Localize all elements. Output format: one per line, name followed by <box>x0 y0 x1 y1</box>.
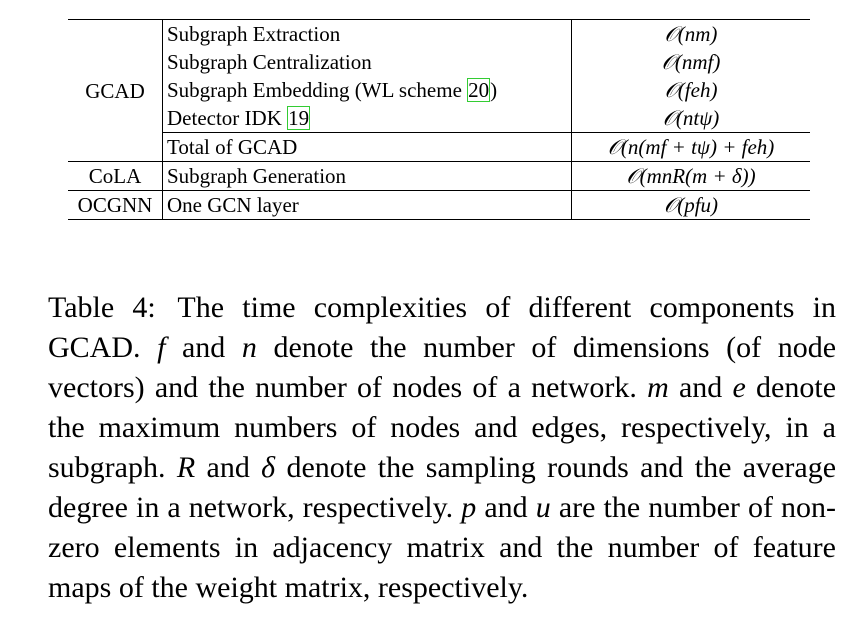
method-cell-ocgnn: OCGNN <box>68 191 163 220</box>
component-cell: One GCN layer <box>163 191 572 220</box>
complexity-cell: 𝒪(mnR(m + δ)) <box>572 162 811 191</box>
math-var: p <box>461 491 477 524</box>
component-cell: Total of GCAD <box>163 133 572 162</box>
complexity-cell: 𝒪(n(mf + tψ) + feh) <box>572 133 811 162</box>
complexity-cell: 𝒪(ntψ) <box>662 106 720 130</box>
component-text: Detector IDK <box>167 106 288 130</box>
table-row <box>68 76 810 104</box>
complexity-cell: 𝒪(nm) <box>572 20 811 49</box>
caption-label: Table 4: <box>48 291 156 324</box>
caption-text: and <box>206 451 250 484</box>
table-row <box>68 20 810 49</box>
table-caption <box>48 288 836 608</box>
math-var: n <box>241 331 257 364</box>
math-var: e <box>732 371 746 404</box>
caption-text: denote the sampling rounds and the average degree in a network, respectively. <box>48 451 837 524</box>
caption-text: and <box>484 491 528 524</box>
table-row <box>68 48 810 76</box>
caption-text: and <box>678 371 723 404</box>
component-cell: Subgraph Generation <box>163 162 572 191</box>
table-row <box>68 191 810 220</box>
component-cell <box>163 104 572 133</box>
component-cell: Subgraph Extraction <box>163 20 572 49</box>
table-row <box>68 162 810 191</box>
table-row <box>68 104 810 133</box>
citation-link-20[interactable]: 20 <box>468 78 490 102</box>
citation-link-19[interactable]: 19 <box>288 106 310 130</box>
component-text: Subgraph Embedding (WL scheme <box>167 78 468 102</box>
component-cell: Subgraph Centralization <box>163 48 572 76</box>
component-cell <box>163 76 572 104</box>
caption-text: denote the number of dimensions (of node vectors) and the number of nodes of a network. <box>48 331 837 404</box>
math-var: u <box>535 491 551 524</box>
math-var: δ <box>261 451 276 484</box>
caption-text: and <box>181 331 226 364</box>
complexity-cell: 𝒪(pfu) <box>572 191 811 220</box>
complexity-cell: 𝒪(feh) <box>664 78 718 102</box>
math-var: m <box>647 371 669 404</box>
caption-text: denote the maximum numbers of nodes and edges, respectively, in a subgraph. <box>48 371 837 484</box>
method-cell-gcad: GCAD <box>68 20 163 162</box>
complexity-cell: 𝒪(nmf) <box>661 50 721 74</box>
complexity-table <box>68 19 810 220</box>
caption-text: are the number of non-zero elements in adjacency matrix and the number of feature maps of the weight matrix, respectively. <box>48 491 836 604</box>
table-row <box>68 133 810 162</box>
method-cell-cola: CoLA <box>68 162 163 191</box>
math-var: R <box>176 451 196 484</box>
caption-text: The time complexities of different components in GCAD. <box>48 291 836 364</box>
component-tail: ) <box>490 78 498 102</box>
math-var: f <box>157 331 166 364</box>
